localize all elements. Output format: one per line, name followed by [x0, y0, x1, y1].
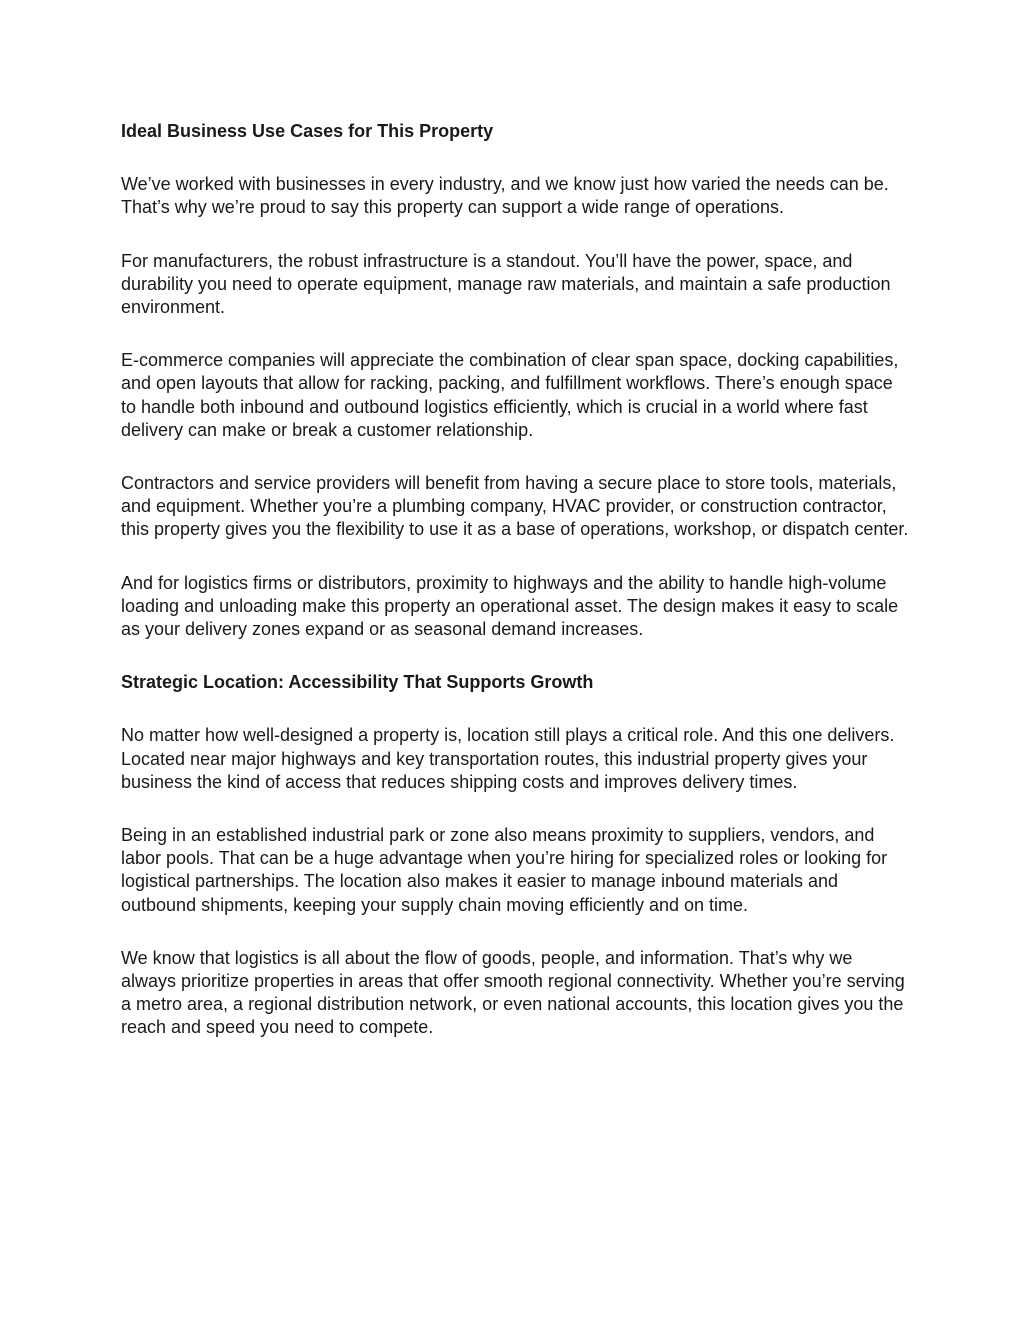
paragraph-contractors: Contractors and service providers will benefit from having a secure place to store tools, materials, and equipment. Whether you’re a plumbing company, HVAC provider, or construction contractor, this property gives you the flexibility to use it as a base of operations, workshop, or dispatch center.	[121, 473, 909, 540]
paragraph-location-intro: No matter how well-designed a property is, location still plays a critical role. And this one delivers. Located near major highways and key transportation routes, this industrial property gives your business the kind of access that reduces shipping costs and improves delivery times.	[121, 725, 895, 792]
paragraph-industrial-park: Being in an established industrial park or zone also means proximity to suppliers, vendors, and labor pools. That can be a huge advantage when you’re hiring for specialized roles or looking for logistical partnerships. The location also makes it easier to manage inbound materials and outbound shipments, keeping your supply chain moving efficiently and on time.	[121, 825, 888, 915]
section-heading-location: Strategic Location: Accessibility That Supports Growth	[121, 672, 594, 693]
paragraph-logistics: And for logistics firms or distributors, proximity to highways and the ability to handle high-volume loading and unloading make this property an operational asset. The design makes it easy to scale as your delivery zones expand or as seasonal demand increases.	[121, 572, 899, 640]
document-page	[121, 120, 911, 1070]
paragraph-intro: We’ve worked with businesses in every industry, and we know just how varied the needs can be. That’s why we’re proud to say this property can support a wide range of operations.	[121, 174, 889, 218]
paragraph-manufacturers: For manufacturers, the robust infrastructure is a standout. You’ll have the power, space, and durability you need to operate equipment, manage raw materials, and maintain a safe production environment.	[121, 250, 891, 318]
paragraph-connectivity: We know that logistics is all about the flow of goods, people, and information. That’s why we always prioritize properties in areas that offer smooth regional connectivity. Whether you’re serving a metro area, a regional distribution network, or even national accounts, this location gives you the reach and speed you need to compete.	[121, 947, 905, 1038]
section-heading-use-cases: Ideal Business Use Cases for This Property	[121, 121, 494, 141]
paragraph-ecommerce: E-commerce companies will appreciate the combination of clear span space, docking capabilities, and open layouts that allow for racking, packing, and fulfillment workflows. There’s enough space to handle both inbound and outbound logistics efficiently, which is crucial in a world where fast delivery can make or break a customer relationship.	[121, 350, 899, 440]
